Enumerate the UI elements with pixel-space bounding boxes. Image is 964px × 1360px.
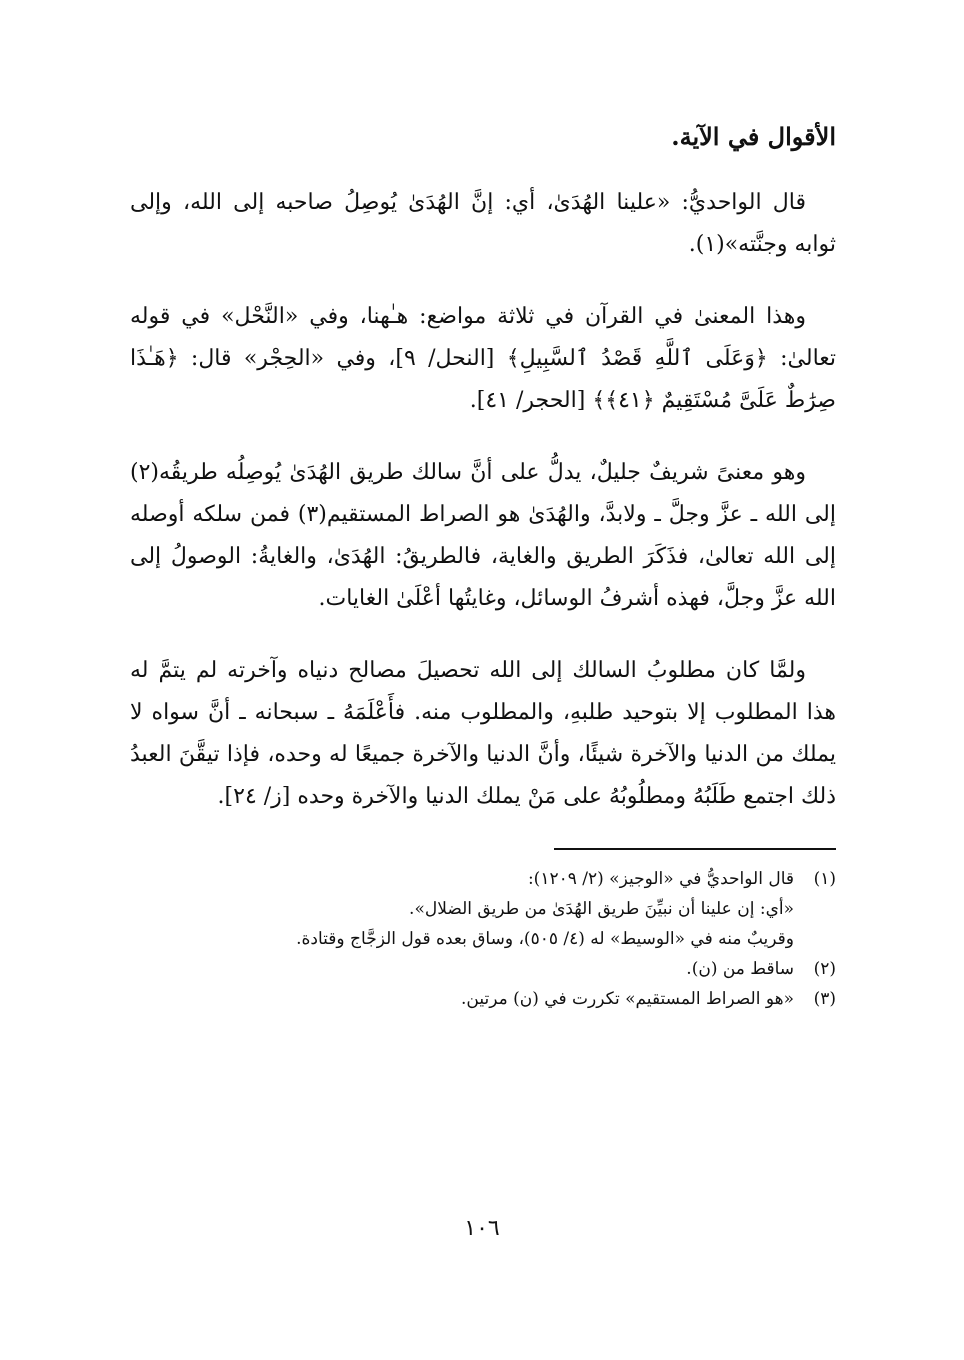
paragraph-wahidi: قال الواحديُّ: «علينا الهُدَىٰ، أي: إنَّ الهُدَىٰ يُوصِلُ صاحبه إلى الله، وإلى ثوابه وجنَّته»(١).: [130, 190, 836, 258]
footnote-number: (٢): [813, 959, 836, 980]
footnotes: [130, 864, 836, 1014]
footnote-text: ساقط من (ن).: [686, 959, 794, 980]
footnote-3: [130, 984, 836, 1014]
paragraph-noble-meaning: وهو معنىً شريفٌ جليلٌ، يدلُّ على أنَّ سالك طريق الهُدَىٰ يُوصِلُه طريقُه(٢) إلى الله ـ عزَّ وجلَّ ـ ولابدَّ، والهُدَىٰ هو الصراط المستقيم(٣) فمن سلكه أوصله إلى الله تعالىٰ، فذَكَرَ الطريق والغاية، فالطريقُ: الهُدَىٰ، والغايةُ: الوصولُ إلى الله عزَّ وجلَّ، فهذه أشرفُ الوسائل، وغايتُها أعْلَىٰ الغايات.: [130, 460, 836, 612]
paragraph-three-places: وهذا المعنىٰ في القرآن في ثلاثة مواضع: هـٰهنا، وفي «النَّحْل» في قوله تعالىٰ: ﴿وَعَلَى ٱللَّهِ قَصْدُ ٱلسَّبِيلِ﴾ [النحل/ ٩]، وفي «الحِجْر» قال: ﴿هَـٰذَا صِرَٰطٌ عَلَىَّ مُسْتَقِيمٌ ﴿٤١﴾﴾ [الحجر/ ٤١].: [130, 304, 837, 414]
footnote-2: [130, 954, 836, 984]
footnote-1-note: وقريبٌ منه في «الوسيط» له (٤/ ٥٠٥)، وساق بعده قول الزجَّاج وقتادة.: [296, 929, 794, 950]
page-body: [130, 118, 836, 1014]
footnote-text: قال الواحديُّ في «الوجيز» (٢/ ١٢٠٩):: [527, 869, 794, 890]
paragraph-seeker: ولمَّا كان مطلوبُ السالك إلى الله تحصيلَ مصالح دنياه وآخرته لم يتمَّ له هذا المطلوب إلا بتوحيد طلبهِ، والمطلوب منه. فأَعْلَمَهُ ـ سبحانه ـ أنَّ سواه لا يملك من الدنيا والآخرة شيئًا، وأنَّ الدنيا والآخرة جميعًا له وحده، فإذا تيقَّنَ العبدُ ذلك اجتمع طَلَبُهُ ومطلُوبُهُ على مَنْ يملك الدنيا والآخرة وحده [ز/ ٢٤].: [130, 658, 836, 810]
section-heading: الأقوال في الآية.: [671, 122, 836, 151]
footnote-divider: [554, 848, 836, 850]
footnote-text: «هو الصراط المستقيم» تكررت في (ن) مرتين.: [461, 989, 794, 1010]
page-number: ١٠٦: [464, 1216, 500, 1241]
footnote-1-quote: «أي: إن علينا أن نبيِّنَ طريق الهُدَىٰ من طريق الضلال».: [409, 899, 794, 920]
footnote-1: [130, 864, 836, 894]
footnote-number: (٣): [813, 989, 836, 1010]
footnote-number: (١): [813, 869, 836, 890]
